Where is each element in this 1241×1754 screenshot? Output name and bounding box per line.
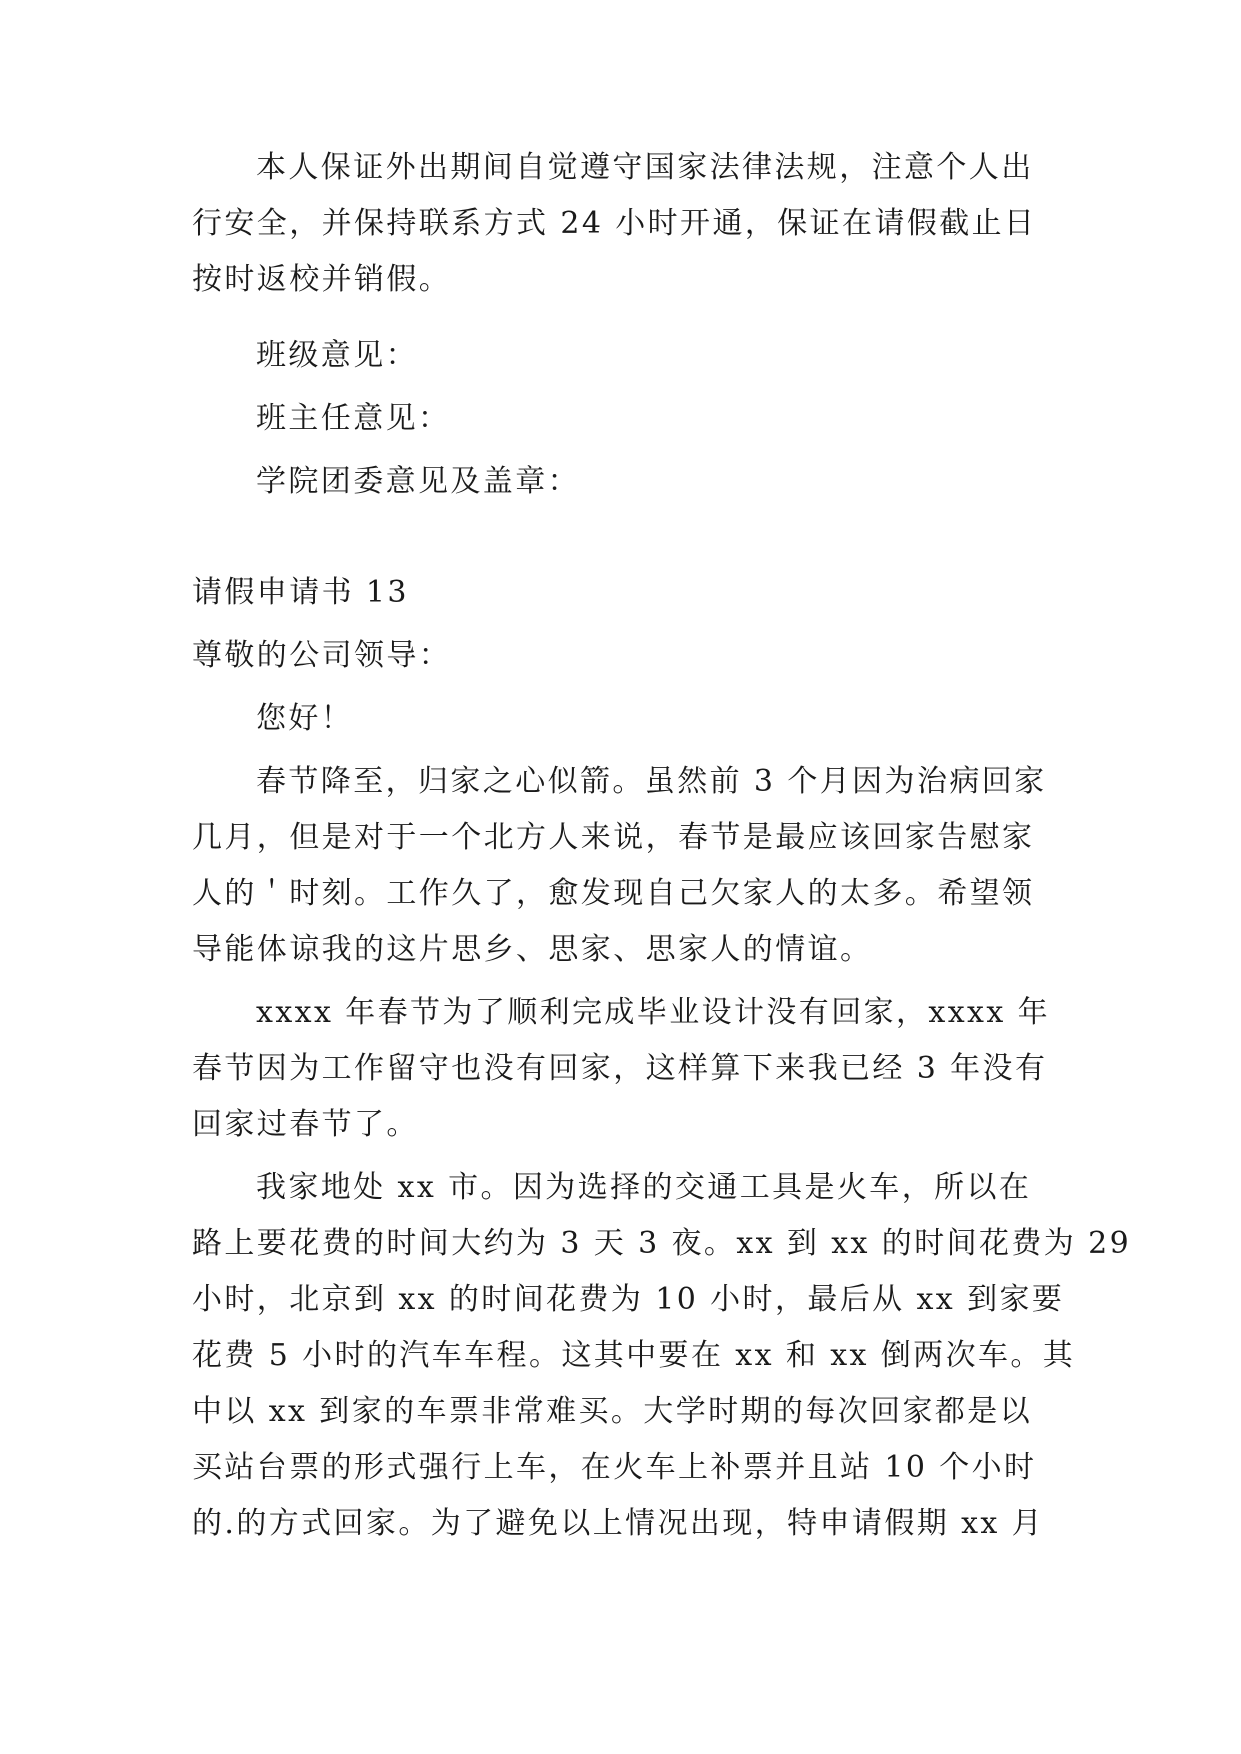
pledge-line-2: 行安全，并保持联系方式 24 小时开通，保证在请假截止日 [192, 206, 1037, 241]
paragraph1-line-4: 导能体谅我的这片思乡、思家、思家人的情谊。 [192, 932, 873, 967]
teacher-opinion-label: 班主任意见： [256, 401, 451, 436]
paragraph3-line-1: 我家地处 xx 市。因为选择的交通工具是火车，所以在 [256, 1170, 1032, 1205]
paragraph3-line-7: 的.的方式回家。为了避免以上情况出现，特申请假期 xx 月 [192, 1506, 1045, 1541]
paragraph2-line-3: 回家过春节了。 [192, 1107, 419, 1142]
pledge-line-1: 本人保证外出期间自觉遵守国家法律法规，注意个人出 [256, 150, 1034, 185]
paragraph1-line-2: 几月，但是对于一个北方人来说，春节是最应该回家告慰家 [192, 820, 1035, 855]
paragraph2-line-2: 春节因为工作留守也没有回家，这样算下来我已经 3 年没有 [192, 1051, 1048, 1086]
salutation: 尊敬的公司领导： [192, 638, 452, 673]
paragraph1-line-1: 春节降至，归家之心似箭。虽然前 3 个月因为治病回家 [256, 764, 1047, 799]
paragraph3-line-3: 小时，北京到 xx 的时间花费为 10 小时，最后从 xx 到家要 [192, 1282, 1065, 1317]
paragraph3-line-4: 花费 5 小时的汽车车程。这其中要在 xx 和 xx 倒两次车。其 [192, 1338, 1076, 1373]
paragraph1-line-3: 人的＇时刻。工作久了，愈发现自己欠家人的太多。希望领 [192, 876, 1035, 911]
paragraph3-line-5: 中以 xx 到家的车票非常难买。大学时期的每次回家都是以 [192, 1394, 1033, 1429]
letter-title: 请假申请书 13 [192, 575, 409, 610]
greeting: 您好！ [256, 701, 354, 736]
class-opinion-label: 班级意见： [256, 338, 418, 373]
paragraph3-line-6: 买站台票的形式强行上车，在火车上补票并且站 10 个小时 [192, 1450, 1037, 1485]
college-opinion-label: 学院团委意见及盖章： [256, 464, 580, 499]
paragraph3-line-2: 路上要花费的时间大约为 3 天 3 夜。xx 到 xx 的时间花费为 29 [192, 1226, 1132, 1261]
pledge-line-3: 按时返校并销假。 [192, 262, 452, 297]
paragraph2-line-1: xxxx 年春节为了顺利完成毕业设计没有回家，xxxx 年 [256, 995, 1051, 1030]
